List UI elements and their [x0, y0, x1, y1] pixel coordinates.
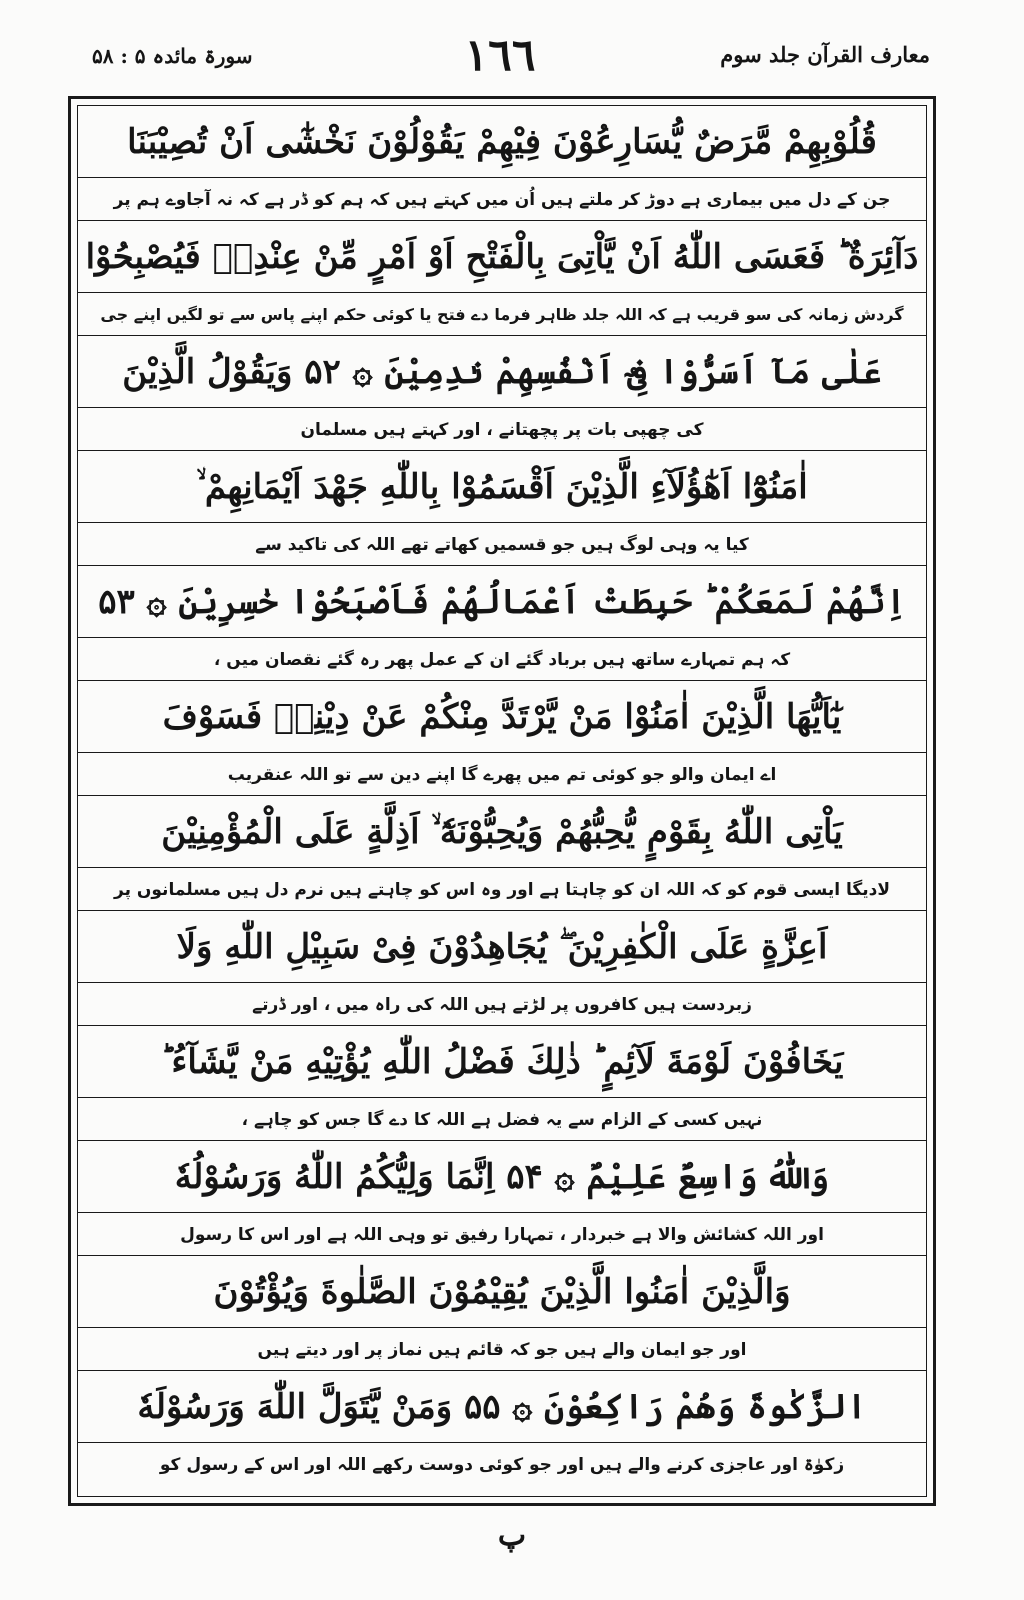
urdu-translation-line: نہیں کسی کے الزام سے یہ فضل ہے اللہ کا دے گا جس کو چاہے ،: [78, 1098, 926, 1141]
arabic-line: وَاللّٰهُ وَاسِعٌ عَلِيْمٌ ۞ ۵۴ اِنَّمَا وَلِيُّكُمُ اللّٰهُ وَرَسُوْلُهٗ: [78, 1141, 926, 1213]
urdu-translation-line: گردش زمانہ کی سو قریب ہے کہ اللہ جلد ظاہر فرما دے فتح یا کوئی حکم اپنے پاس سے تو لگیں اپنے جی: [78, 293, 926, 336]
arabic-line: اٰمَنُوْٓا اَهٰٓؤُلَآءِ الَّذِيْنَ اَقْسَمُوْا بِاللّٰهِ جَهْدَ اَيْمَانِهِمْ ۙ: [78, 451, 926, 523]
arabic-line: عَلٰى مَآ اَسَرُّوْا فِىْٓ اَنْفُسِهِمْ نٰدِمِيْنَ ۞ ۵۲ وَيَقُوْلُ الَّذِيْنَ: [78, 336, 926, 408]
urdu-translation-line: لادیگا ایسی قوم کو کہ اللہ ان کو چاہتا ہے اور وہ اس کو چاہتے ہیں نرم دل ہیں مسلمانوں پر: [78, 868, 926, 911]
urdu-translation-line: کیا یہ وہی لوگ ہیں جو قسمیں کھاتے تھے اللہ کی تاکید سے: [78, 523, 926, 566]
arabic-line: الزَّكٰوةَ وَهُمْ رَاكِعُوْنَ ۞ ۵۵ وَمَنْ يَّتَوَلَّ اللّٰهَ وَرَسُوْلَهٗ: [78, 1371, 926, 1443]
urdu-translation-line: زبردست ہیں کافروں پر لڑتے ہیں اللہ کی راہ میں ، اور ڈرتے: [78, 983, 926, 1026]
text-grid: [77, 105, 927, 1497]
book-title: معارف القرآن جلد سوم: [720, 42, 930, 67]
arabic-line: دَآئِرَةٌ ؕ فَعَسَى اللّٰهُ اَنْ يَّاْتِىَ بِالْفَتْحِ اَوْ اَمْرٍ مِّنْ عِنْدِهٖ فَيُصْبِحُوْا: [78, 221, 926, 293]
arabic-line: اَعِزَّةٍ عَلَى الْكٰفِرِيْنَ ۖ يُجَاهِدُوْنَ فِىْ سَبِيْلِ اللّٰهِ وَلَا: [78, 911, 926, 983]
surah-reference: سورۃ مائدہ ۵ : ۵۸: [92, 44, 253, 68]
arabic-line: وَالَّذِيْنَ اٰمَنُوا الَّذِيْنَ يُقِيْمُوْنَ الصَّلٰوةَ وَيُؤْتُوْنَ: [78, 1256, 926, 1328]
arabic-line: يٰٓاَيُّهَا الَّذِيْنَ اٰمَنُوْا مَنْ يَّرْتَدَّ مِنْكُمْ عَنْ دِيْنِهٖ فَسَوْفَ: [78, 681, 926, 753]
arabic-line: يَخَافُوْنَ لَوْمَةَ لَآئِمٍ ؕ ذٰلِكَ فَضْلُ اللّٰهِ يُؤْتِيْهِ مَنْ يَّشَآءُ ؕ: [78, 1026, 926, 1098]
text-frame: [68, 96, 936, 1506]
arabic-line: يَاْتِى اللّٰهُ بِقَوْمٍ يُّحِبُّهُمْ وَيُحِبُّوْنَهٗٓ ۙ اَذِلَّةٍ عَلَى الْمُؤْمِنِيْنَ: [78, 796, 926, 868]
footer-mark: پ: [497, 1518, 527, 1553]
urdu-translation-line: کہ ہم تمہارے ساتھ ہیں برباد گئے ان کے عمل پھر رہ گئے نقصان میں ،: [78, 638, 926, 681]
urdu-translation-line: جن کے دل میں بیماری ہے دوڑ کر ملتے ہیں اُن میں کہتے ہیں کہ ہم کو ڈر ہے کہ نہ آجاوے ہم پر: [78, 178, 926, 221]
urdu-translation-line: اے ایمان والو جو کوئی تم میں پھرے گا اپنے دین سے تو اللہ عنقریب: [78, 753, 926, 796]
urdu-translation-line: زکوٰۃ اور عاجزی کرنے والے ہیں اور جو کوئی دوست رکھے اللہ اور اس کے رسول کو: [159, 1455, 845, 1475]
arabic-line: اِنَّهُمْ لَمَعَكُمْ ؕ حَبِطَتْ اَعْمَالُهُمْ فَاَصْبَحُوْا خٰسِرِيْنَ ۞ ۵۳: [78, 566, 926, 638]
urdu-translation-line: اور جو ایمان والے ہیں جو کہ قائم ہیں نماز پر اور دیتے ہیں: [78, 1328, 926, 1371]
urdu-translation-line: کی چھپی بات پر پچھتانے ، اور کہتے ہیں مسلمان: [78, 408, 926, 451]
page-number: ١٦٦: [464, 30, 536, 81]
page-header: [70, 30, 930, 94]
arabic-line: قُلُوْبِهِمْ مَّرَضٌ يُّسَارِعُوْنَ فِيْهِمْ يَقُوْلُوْنَ نَخْشٰٓى اَنْ تُصِيْبَنَا: [78, 106, 926, 178]
urdu-translation-line: اور اللہ کشائش والا ہے خبردار ، تمہارا رفیق تو وہی اللہ ہے اور اس کا رسول: [78, 1213, 926, 1256]
